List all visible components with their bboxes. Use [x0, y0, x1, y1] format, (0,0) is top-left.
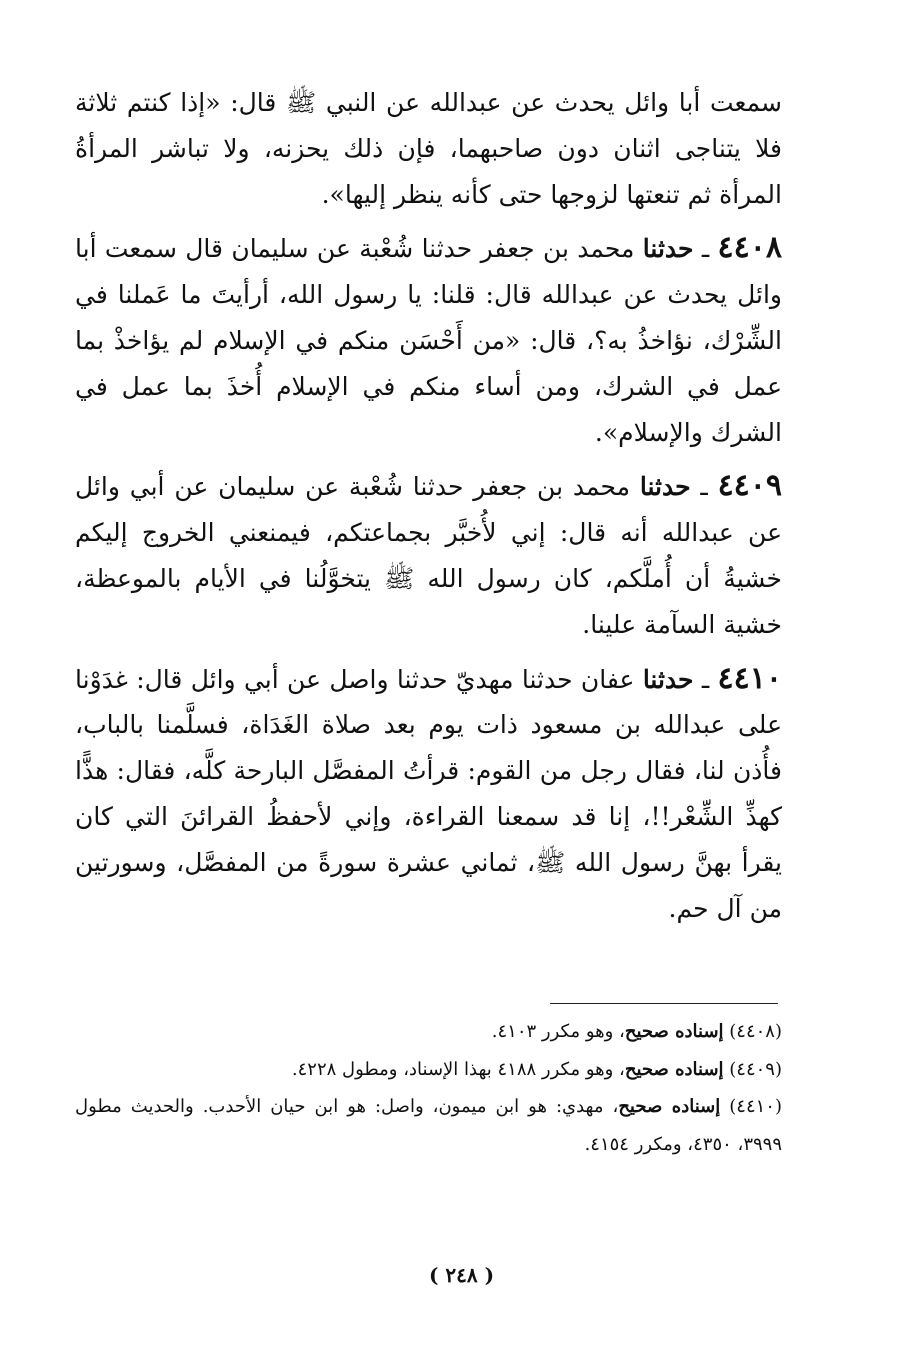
hadith-number: ٤٤٠٩: [717, 468, 783, 504]
hadith-lead: حدثنا: [639, 472, 691, 502]
hadith-4410: [75, 656, 782, 932]
intro-paragraph: [75, 80, 782, 217]
footnote-ref: (٤٤٠٩): [729, 1058, 782, 1080]
footnote-status: إسناده صحيح: [618, 1096, 721, 1117]
hadith-number: ٤٤١٠: [717, 660, 782, 696]
intro-text: سمعت أبا وائل يحدث عن عبدالله عن النبي ﷺ قال: «إذا كنتم ثلاثة فلا يتناجى اثنان دون صاحبهما، فإن ذلك يحزنه، ولا تباشر المرأةُ المرأة ثم تنعتها لزوجها حتى كأنه ينظر إليها».: [75, 88, 782, 209]
hadith-dash: ـ: [693, 664, 718, 694]
footnote-status: إسناده صحيح: [624, 1021, 724, 1042]
footnote-divider: [550, 1003, 778, 1004]
footnote-4408: [75, 1013, 782, 1051]
hadith-lead: حدثنا: [642, 234, 694, 264]
hadith-text: محمد بن جعفر حدثنا شُعْبة عن سليمان قال سمعت أبا وائل يحدث عن عبدالله قال: قلنا: يا رسول الله، أرأيتَ ما عَملنا في الشِّرْك، نؤاخذُ به؟، قال: «من أَحْسَن منكم في الإسلام لم يؤاخذْ بما عمل في الشرك، ومن أساء منكم في الإسلام أُخذَ بما عمل في الشرك والإسلام».: [75, 234, 782, 447]
footnote-4410: [75, 1088, 782, 1163]
hadith-4409: [75, 463, 782, 647]
footnote-status: إسناده صحيح: [624, 1058, 724, 1080]
hadith-text: عفان حدثنا مهديّ حدثنا واصل عن أبي وائل قال: غدَوْنا على عبدالله بن مسعود ذات يوم بعد صلاة الغَدَاة، فسلَّمنا بالباب، فأُذن لنا، فقال رجل من القوم: قرأتُ المفصَّل البارحة كلَّه، فقال: هذًّا كهذِّ الشِّعْر!!، إنا قد سمعنا القراءة، وإني لأحفظُ القرائنَ التي كان يقرأ بهنَّ رسول الله ﷺ، ثماني عشرة سورةً من المفصَّل، وسورتين من آل حم.: [75, 664, 782, 923]
main-text: [75, 80, 782, 939]
footnote-text: ، مهدي: هو ابن ميمون، واصل: هو ابن حيان الأحدب. والحديث مطول ٣٩٩٩، ٤٣٥٠، ومكرر ٤١٥٤.: [75, 1096, 782, 1155]
footnote-text: ، وهو مكرر ٤١٠٣.: [491, 1021, 625, 1042]
footnote-ref: (٤٤٠٨): [729, 1021, 782, 1042]
footnote-text: ، وهو مكرر ٤١٨٨ بهذا الإسناد، ومطول ٤٢٢٨.: [291, 1058, 625, 1080]
hadith-dash: ـ: [693, 234, 718, 264]
footnote-ref: (٤٤١٠): [729, 1096, 782, 1117]
hadith-number: ٤٤٠٨: [717, 230, 782, 266]
hadith-text: محمد بن جعفر حدثنا شُعْبة عن سليمان عن أبي وائل عن عبدالله أنه قال: إني لأُخبَّر بجماعتكم، فيمنعني الخروج إليكم خشيةُ أن أُملَّكم، كان رسول الله ﷺ يتخوَّلُنا في الأيام بالموعظة، خشية السآمة علينا.: [75, 472, 783, 639]
hadith-4408: [75, 225, 782, 455]
page-number: ( ٢٤٨ ): [428, 1263, 495, 1287]
hadith-dash: ـ: [690, 472, 718, 502]
footnote-4409: [75, 1051, 782, 1089]
footnotes: [75, 1013, 782, 1163]
hadith-lead: حدثنا: [642, 664, 694, 694]
